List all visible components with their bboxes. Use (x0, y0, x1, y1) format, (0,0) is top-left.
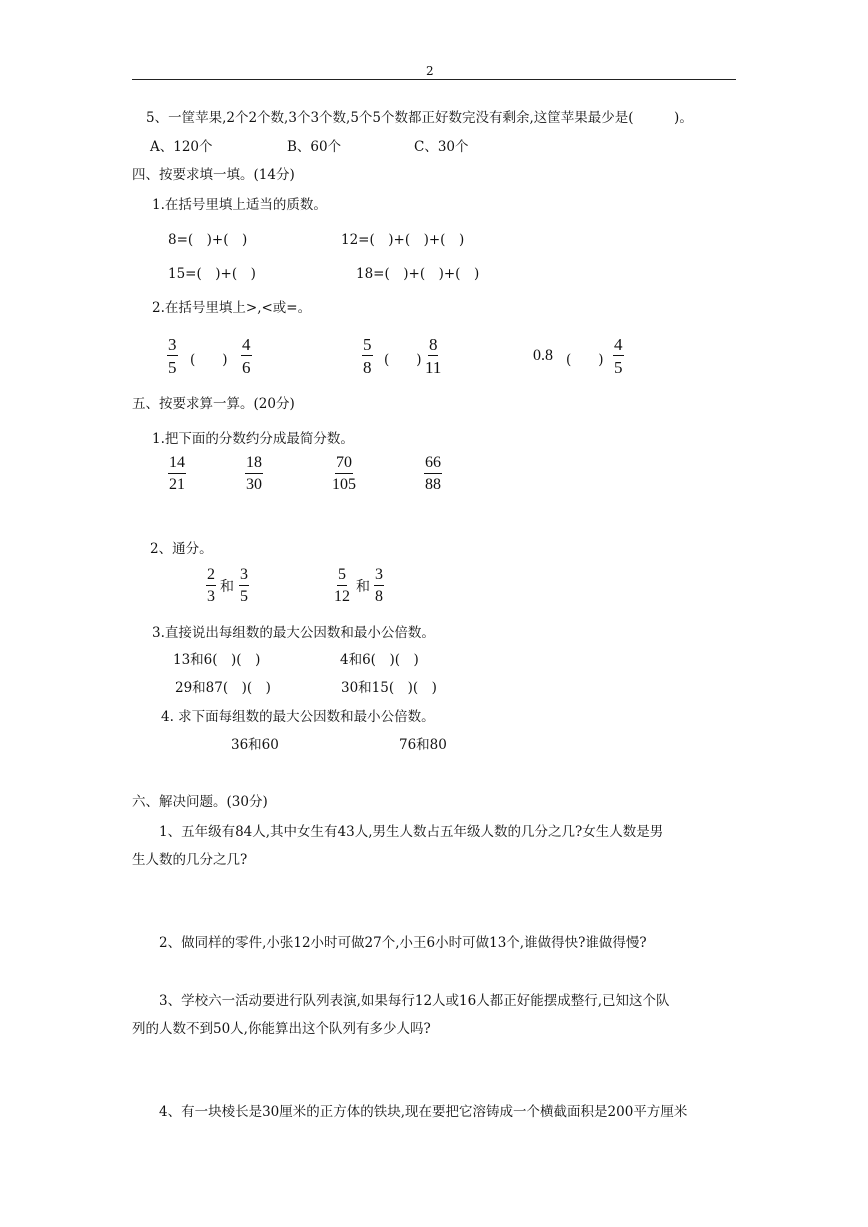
gcd-lcm-pair-1: 36和60 (231, 737, 279, 753)
fraction: $\frac{5}{12}$ (334, 566, 350, 605)
section-6-title: 六、解决问题。(30分) (132, 794, 268, 810)
question-5-text: 5、一筐苹果,2个2个数,3个3个数,5个5个数都正好数完没有剩余,这筐苹果最少是( )。 (146, 110, 693, 126)
problem-1-line-2: 生人数的几分之几? (132, 852, 248, 868)
fraction: $\frac{8}{11}$ (425, 335, 442, 377)
option-a: A、120个 (150, 139, 213, 155)
s5-q1-title: 1.把下面的分数约分成最简分数。 (152, 431, 354, 447)
prime-item-4: 18=( )+( )+( ) (356, 266, 480, 282)
fraction: $\frac{3}{5}$ (168, 335, 177, 377)
option-c: C、30个 (414, 139, 469, 155)
compare-blank: ( ) (566, 352, 604, 368)
header-rule (132, 79, 736, 80)
page-number: 2 (426, 64, 434, 78)
section-5-title: 五、按要求算一算。(20分) (132, 396, 295, 412)
gcd-lcm-pair-2: 76和80 (399, 737, 447, 753)
decimal-value: 0.8 (533, 347, 553, 364)
s5-q2-title: 2、通分。 (150, 541, 213, 557)
fraction: $\frac{70}{105}$ (332, 454, 356, 493)
gcd-lcm-item-4: 30和15( )( ) (341, 680, 437, 696)
fraction: $\frac{2}{3}$ (207, 566, 215, 605)
gcd-lcm-item-2: 4和6( )( ) (340, 652, 419, 668)
problem-2-line-1: 2、做同样的零件,小张12小时可做27个,小王6小时可做13个,谁做得快?谁做得慢? (159, 935, 647, 951)
option-b: B、60个 (287, 139, 342, 155)
fraction: $\frac{3}{5}$ (240, 566, 248, 605)
problem-4-line-1: 4、有一块棱长是30厘米的正方体的铁块,现在要把它溶铸成一个横截面积是200平方厘米 (159, 1104, 688, 1120)
fraction: $\frac{4}{6}$ (242, 335, 251, 377)
s4-q2-title: 2.在括号里填上>,<或=。 (152, 300, 312, 316)
and-connector: 和 (220, 579, 234, 595)
compare-blank: ( ) (190, 352, 228, 368)
prime-item-2: 12=( )+( )+( ) (341, 232, 465, 248)
compare-blank: ( ) (384, 352, 422, 368)
fraction: $\frac{18}{30}$ (246, 454, 262, 493)
s5-q4-title: 4. 求下面每组数的最大公因数和最小公倍数。 (161, 709, 435, 725)
fraction: $\frac{5}{8}$ (363, 335, 372, 377)
prime-item-3: 15=( )+( ) (168, 266, 256, 282)
problem-1-line-1: 1、五年级有84人,其中女生有43人,男生人数占五年级人数的几分之几?女生人数是男 (159, 824, 664, 840)
fraction: $\frac{14}{21}$ (169, 454, 185, 493)
section-4-title: 四、按要求填一填。(14分) (132, 167, 295, 183)
fraction: $\frac{3}{8}$ (375, 566, 383, 605)
s4-q1-title: 1.在括号里填上适当的质数。 (152, 197, 327, 213)
gcd-lcm-item-3: 29和87( )( ) (175, 680, 271, 696)
problem-3-line-2: 列的人数不到50人,你能算出这个队列有多少人吗? (132, 1021, 431, 1037)
prime-item-1: 8=( )+( ) (168, 232, 248, 248)
fraction: $\frac{4}{5}$ (614, 335, 623, 377)
s5-q3-title: 3.直接说出每组数的最大公因数和最小公倍数。 (152, 625, 435, 641)
and-connector: 和 (356, 579, 370, 595)
gcd-lcm-item-1: 13和6( )( ) (173, 652, 261, 668)
problem-3-line-1: 3、学校六一活动要进行队列表演,如果每行12人或16人都正好能摆成整行,已知这个队 (159, 993, 670, 1009)
fraction: $\frac{66}{88}$ (425, 454, 441, 493)
